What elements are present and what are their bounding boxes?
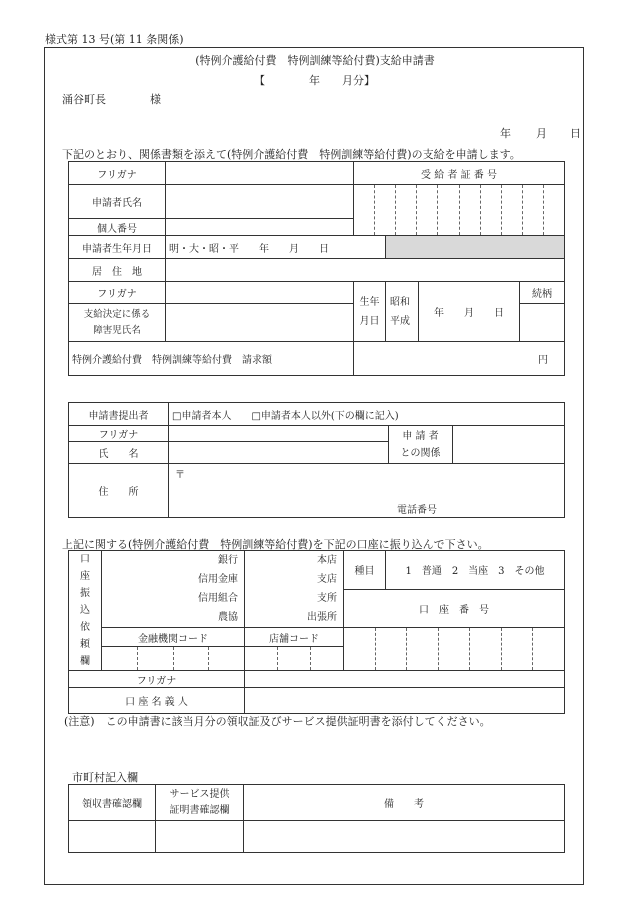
account-kind-label: 種目 xyxy=(344,551,386,590)
form-number: 様式第 13 号(第 11 条関係) xyxy=(45,33,184,46)
shaded-cell xyxy=(386,236,565,259)
receipt-check-label: 領収書確認欄 xyxy=(69,785,156,821)
phone-label: 電話番号 xyxy=(397,505,437,516)
municipal-table xyxy=(68,784,565,853)
receipt-check-field[interactable] xyxy=(69,821,156,853)
holder-furigana-field[interactable] xyxy=(245,671,565,688)
child-name-field[interactable] xyxy=(166,304,354,342)
applicant-table xyxy=(68,161,565,376)
relationship-field[interactable] xyxy=(520,304,565,342)
residence-label: 居 住 地 xyxy=(69,259,166,282)
child-dob-label: 生年 月日 xyxy=(354,282,386,342)
birthdate-label: 申請者生年月日 xyxy=(69,236,166,259)
holder-name-field[interactable] xyxy=(245,688,565,714)
notice-text: (注意) この申請書に該当月分の領収証及びサービス提供証明書を添付してください。 xyxy=(64,715,491,728)
submitter-label: 申請書提出者 xyxy=(69,403,169,426)
submitter-address-label: 住 所 xyxy=(69,464,169,518)
account-number-boxes[interactable] xyxy=(344,628,565,671)
service-cert-label: サービス提供 証明書確認欄 xyxy=(156,785,244,821)
period-line: 【 年 月分】 xyxy=(254,74,375,87)
child-furigana-field[interactable] xyxy=(166,282,354,304)
date-month-label: 月 xyxy=(536,127,547,140)
claim-amount-label: 特例介護給付費 特例訓練等給付費 請求額 xyxy=(69,342,354,376)
institution-code-boxes[interactable] xyxy=(102,647,245,671)
municipal-heading: 市町村記入欄 xyxy=(72,771,138,784)
branch-code-label: 店舗コード xyxy=(245,628,344,647)
remarks-label: 備 考 xyxy=(244,785,565,821)
submitter-address-field[interactable] xyxy=(169,464,565,518)
child-furigana-label: フリガナ xyxy=(69,282,166,304)
intro-text: 下記のとおり、関係書類を添えて(特例介護給付費 特例訓練等給付費)の支給を申請します。 xyxy=(62,148,521,161)
era-options[interactable]: 昭和 平成 xyxy=(386,282,419,342)
holder-furigana-label: フリガナ xyxy=(69,671,245,688)
option-other-checkbox[interactable]: □申請者本人以外(下の欄に記入) xyxy=(251,410,399,422)
child-name-label: 支給決定に係る 障害児氏名 xyxy=(69,304,166,342)
submitter-furigana-field[interactable] xyxy=(169,426,389,442)
branch-code-boxes[interactable] xyxy=(245,647,344,671)
recipient-number-boxes[interactable] xyxy=(354,185,565,236)
postal-mark: 〒 xyxy=(175,470,185,481)
birthdate-field[interactable]: 明・大・昭・平 年 月 日 xyxy=(166,236,386,259)
date-day-label: 日 xyxy=(570,127,581,140)
recipient-number-label: 受 給 者 証 番 号 xyxy=(354,162,565,185)
institution-code-label: 金融機関コード xyxy=(102,628,245,647)
remarks-field[interactable] xyxy=(244,821,565,853)
bank-side-label: 口 座 振 込 依 頼 欄 xyxy=(69,551,102,671)
bank-type-cell[interactable]: 銀行 信用金庫 信用組合 農協 xyxy=(102,551,245,628)
personal-number-label: 個人番号 xyxy=(69,219,166,236)
child-dob-field[interactable]: 年 月 日 xyxy=(419,282,520,342)
submitter-name-label: 氏 名 xyxy=(69,442,169,464)
personal-number-field[interactable] xyxy=(166,219,354,236)
relation-field[interactable] xyxy=(453,426,565,464)
bank-table xyxy=(68,550,565,714)
submitter-name-field[interactable] xyxy=(169,442,389,464)
claim-amount-field[interactable]: 円 xyxy=(354,342,565,376)
furigana-label: フリガナ xyxy=(69,162,166,185)
submitter-options[interactable] xyxy=(169,403,565,426)
relation-label: 申 請 者 との関係 xyxy=(389,426,453,464)
service-cert-field[interactable] xyxy=(156,821,244,853)
relationship-label: 続柄 xyxy=(520,282,565,304)
submitter-furigana-label: フリガナ xyxy=(69,426,169,442)
date-year-label: 年 xyxy=(500,127,511,140)
branch-type-cell[interactable]: 本店 支店 支所 出張所 xyxy=(245,551,344,628)
holder-name-label: 口 座 名 義 人 xyxy=(69,688,245,714)
furigana-field[interactable] xyxy=(166,162,354,185)
form-title: (特例介護給付費 特例訓練等給付費)支給申請書 xyxy=(195,54,435,67)
applicant-name-field[interactable] xyxy=(166,185,354,219)
account-kind-options[interactable]: 1 普通 2 当座 3 その他 xyxy=(386,551,565,590)
addressee: 涌谷町長 様 xyxy=(62,93,161,106)
option-self-checkbox[interactable]: □申請者本人 xyxy=(172,410,232,422)
submitter-table xyxy=(68,402,565,518)
account-number-label: 口 座 番 号 xyxy=(344,589,565,628)
transfer-text: 上記に関する(特例介護給付費 特例訓練等給付費)を下記の口座に振り込んで下さい。 xyxy=(62,538,489,551)
applicant-name-label: 申請者氏名 xyxy=(69,185,166,219)
residence-field[interactable] xyxy=(166,259,565,282)
